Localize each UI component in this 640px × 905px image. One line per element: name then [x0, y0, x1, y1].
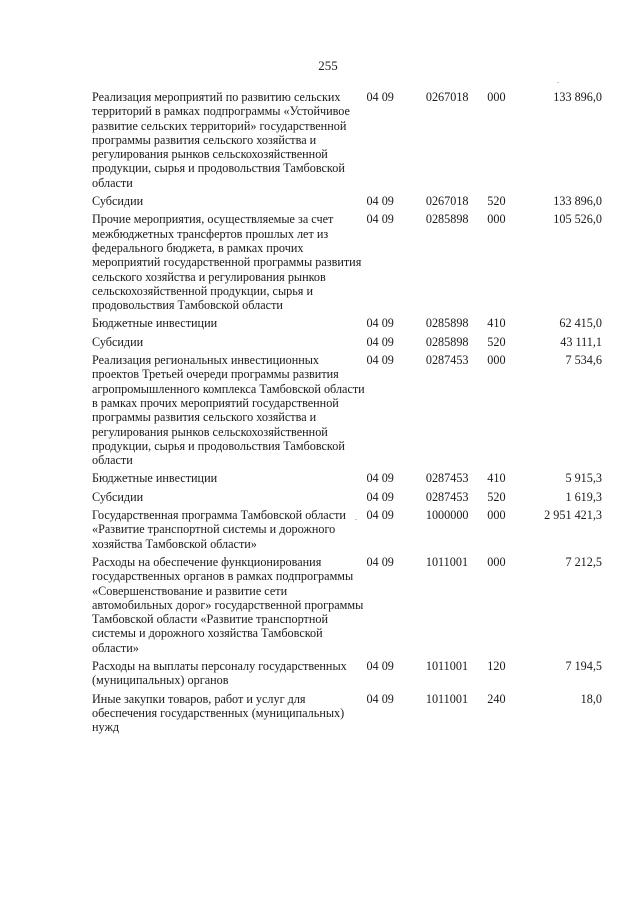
amount-value: 7 212,5 — [565, 554, 602, 569]
section-code: 04 09 — [366, 691, 394, 706]
expense-name: Бюджетные инвестиции — [92, 471, 218, 486]
target-article-code: 1011001 — [425, 658, 469, 673]
target-article-code: 0287453 — [425, 353, 469, 368]
expense-name: Субсидии — [92, 194, 144, 209]
target-article-code: 0267018 — [425, 90, 469, 104]
expense-type-code: 000 — [487, 212, 506, 227]
amount-value: 1 619,3 — [565, 489, 602, 504]
table-row — [92, 212, 602, 316]
amount-value: 133 896,0 — [553, 194, 602, 209]
expense-name: Расходы на обеспечение функционирования государственных органов в рамках подпрограммы «Совершенствование и развитие сети автомобильных дорог» государственной программы Тамбовской области «Развитие транспортной системы и дорожного хозяйства Тамбовской области» — [92, 554, 364, 655]
section-code: 04 09 — [366, 508, 394, 523]
target-article-code: 0285898 — [425, 316, 469, 331]
target-article-code: 0285898 — [425, 212, 469, 227]
table-row — [92, 692, 602, 739]
expense-type-code: 000 — [487, 353, 506, 368]
amount-value: 62 415,0 — [559, 316, 602, 331]
amount-value: 105 526,0 — [553, 212, 602, 227]
table-row — [92, 316, 602, 334]
expense-type-code: 240 — [487, 691, 506, 706]
target-article-code: 1011001 — [425, 691, 469, 706]
expense-type-code: 000 — [487, 508, 506, 523]
section-code: 04 09 — [366, 658, 394, 673]
section-code: 04 09 — [366, 489, 394, 504]
table-row — [92, 508, 602, 555]
expense-type-code: 520 — [487, 489, 506, 504]
expense-type-code: 520 — [487, 334, 506, 349]
scan-speck — [557, 82, 559, 83]
expense-name: Бюджетные инвестиции — [92, 316, 218, 331]
amount-value: 7 194,5 — [565, 658, 602, 673]
section-code: 04 09 — [366, 334, 394, 349]
target-article-code: 1000000 — [425, 508, 469, 523]
table-row — [92, 335, 602, 353]
section-code: 04 09 — [366, 194, 394, 209]
expense-name: Прочие мероприятия, осуществляемые за счет межбюджетных трансфертов прошлых лет из федерального бюджета, в рамках прочих мероприятий государственной программы развития сельского хозяйства и регулирования рынков сельскохозяйственной продукции, сырья и продовольствия Тамбовской области — [92, 212, 362, 313]
amount-value: 43 111,1 — [560, 334, 602, 349]
expense-name: Иные закупки товаров, работ и услуг для обеспечения государственных (муниципальных) нужд — [92, 691, 345, 735]
budget-table — [92, 90, 602, 738]
expense-type-code: 520 — [487, 194, 506, 209]
expense-type-code: 000 — [487, 90, 506, 104]
amount-value: 7 534,6 — [565, 353, 602, 368]
budget-table-body — [92, 90, 602, 738]
expense-name: Субсидии — [92, 489, 144, 504]
expense-name: Субсидии — [92, 334, 144, 349]
section-code: 04 09 — [366, 353, 394, 368]
section-code: 04 09 — [366, 90, 394, 104]
table-row — [92, 353, 602, 471]
section-code: 04 09 — [366, 554, 394, 569]
table-row — [92, 471, 602, 489]
page-number: 255 — [318, 58, 338, 73]
expense-name: Реализация мероприятий по развитию сельских территорий в рамках подпрограммы «Устойчивое развитие сельских территорий» государственной программы развития сельского хозяйства и регулирования рынков сельскохозяйственной продукции, сырья и продовольствия Тамбовской области — [92, 90, 350, 190]
amount-value: 5 915,3 — [565, 471, 602, 486]
target-article-code: 0285898 — [425, 334, 469, 349]
amount-value: 133 896,0 — [553, 90, 602, 104]
expense-type-code: 410 — [487, 316, 506, 331]
table-row — [92, 90, 602, 194]
section-code: 04 09 — [366, 212, 394, 227]
section-code: 04 09 — [366, 316, 394, 331]
section-code: 04 09 — [366, 471, 394, 486]
target-article-code: 1011001 — [425, 554, 469, 569]
expense-name: Государственная программа Тамбовской области «Развитие транспортной системы и дорожного хозяйства Тамбовской области» — [92, 508, 346, 551]
table-row — [92, 555, 602, 659]
target-article-code: 0287453 — [425, 489, 469, 504]
table-row — [92, 194, 602, 212]
expense-type-code: 120 — [487, 658, 506, 673]
table-row — [92, 490, 602, 508]
amount-value: 2 951 421,3 — [544, 508, 602, 523]
expense-type-code: 000 — [487, 554, 506, 569]
target-article-code: 0287453 — [425, 471, 469, 486]
amount-value: 18,0 — [580, 691, 602, 706]
target-article-code: 0267018 — [425, 194, 469, 209]
table-row — [92, 659, 602, 692]
expense-name: Расходы на выплаты персоналу государственных (муниципальных) органов — [92, 658, 347, 688]
expense-type-code: 410 — [487, 471, 506, 486]
expense-name: Реализация региональных инвестиционных проектов Третьей очереди программы развития агропромышленного комплекса Тамбовской области в рамках прочих мероприятий государственной программы развития сельского хозяйства и регулирования рынков сельскохозяйственной продукции, сырья и продовольствия Тамбовской области — [92, 353, 365, 468]
